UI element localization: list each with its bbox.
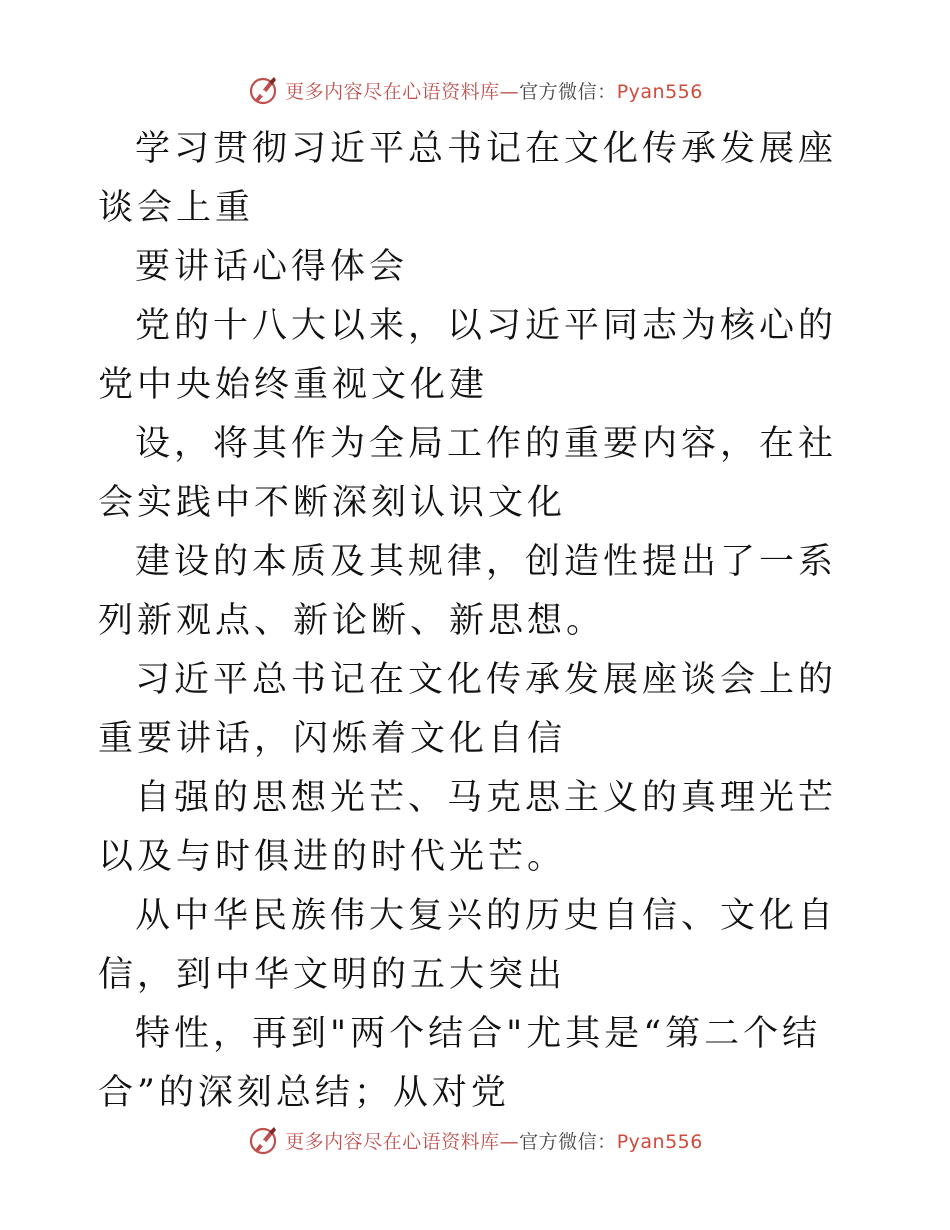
document-title-line-1: 学习贯彻习近平总书记在文化传承发展座谈会上重: [98, 129, 838, 228]
document-body: [98, 120, 858, 1123]
banner-separator: —: [499, 80, 520, 103]
banner-wechat-id: Pyan556: [616, 80, 703, 103]
header-banner: [0, 70, 950, 110]
banner-main-text: 更多内容尽在心语资料库: [285, 80, 500, 103]
banner-text: [285, 77, 703, 104]
body-paragraph: 特性，再到"两个结合"尤其是“第二个结合”的深刻总结；从对党: [98, 1014, 822, 1113]
body-paragraph: 设，将其作为全局工作的重要内容，在社会实践中不断深刻认识文化: [98, 424, 838, 523]
banner-wechat-label: 官方微信：: [519, 1130, 617, 1153]
body-paragraph: 习近平总书记在文化传承发展座谈会上的重要讲话，闪烁着文化自信: [98, 660, 838, 759]
quill-pen-logo-icon: [247, 74, 279, 106]
banner-main-text: 更多内容尽在心语资料库: [285, 1130, 500, 1153]
banner-wechat-label: 官方微信：: [519, 80, 617, 103]
body-paragraph: 建设的本质及其规律，创造性提出了一系列新观点、新论断、新思想。: [98, 542, 838, 641]
banner-separator: —: [499, 1130, 520, 1153]
body-paragraph: 党的十八大以来，以习近平同志为核心的党中央始终重视文化建: [98, 306, 838, 405]
footer-banner: [0, 1120, 950, 1160]
body-paragraph: 从中华民族伟大复兴的历史自信、文化自信，到中华文明的五大突出: [98, 896, 838, 995]
banner-text: [285, 1127, 703, 1154]
quill-pen-logo-icon: [247, 1124, 279, 1156]
body-paragraph: 自强的思想光芒、马克思主义的真理光芒以及与时俱进的时代光芒。: [98, 778, 838, 877]
banner-wechat-id: Pyan556: [616, 1130, 703, 1153]
document-title-line-2: 要讲话心得体会: [135, 247, 409, 287]
